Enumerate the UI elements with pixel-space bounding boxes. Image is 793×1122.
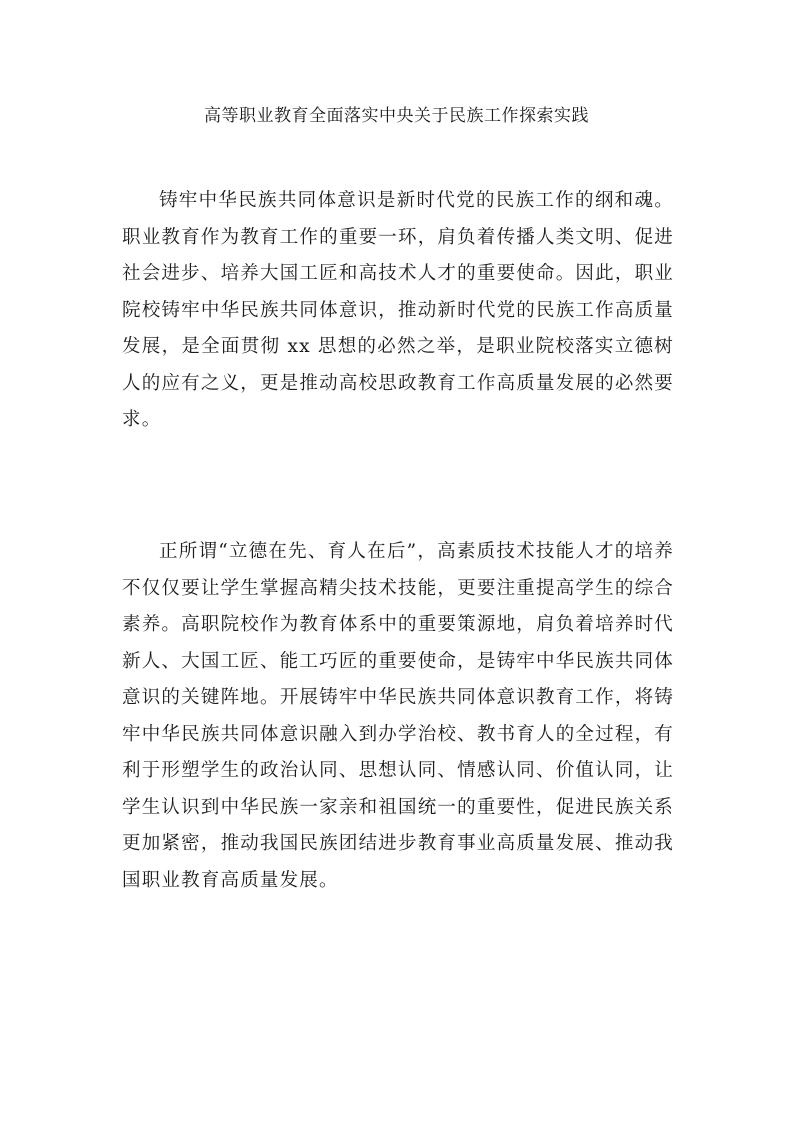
paragraph-1: 铸牢中华民族共同体意识是新时代党的民族工作的纲和魂。职业教育作为教育工作的重要一环，肩负着传播人类文明、促进社会进步、培养大国工匠和高技术人才的重要使命。因此，职业院校铸牢中华民族共同体意识，推动新时代党的民族工作高质量发展，是全面贯彻 xx 思想的必然之举，是职业院校落实立德树人的应有之义，更是推动高校思政教育工作高质量发展的必然要求。 [122,190,674,430]
paragraph-2: 正所谓“立德在先、育人在后”，高素质技术技能人才的培养不仅仅要让学生掌握高精尖技术技能，更要注重提高学生的综合素养。高职院校作为教育体系中的重要策源地，肩负着培养时代新人、大国工匠、能工巧匠的重要使命，是铸牢中华民族共同体意识的关键阵地。开展铸牢中华民族共同体意识教育工作，将铸牢中华民族共同体意识融入到办学治校、教书育人的全过程，有利于形塑学生的政治认同、思想认同、情感认同、价值认同，让学生认识到中华民族一家亲和祖国统一的重要性，促进民族关系更加紧密，推动我国民族团结进步教育事业高质量发展、推动我国职业教育高质量发展。 [122,541,674,891]
document-title: 高等职业教育全面落实中央关于民族工作探索实践 [204,106,589,126]
